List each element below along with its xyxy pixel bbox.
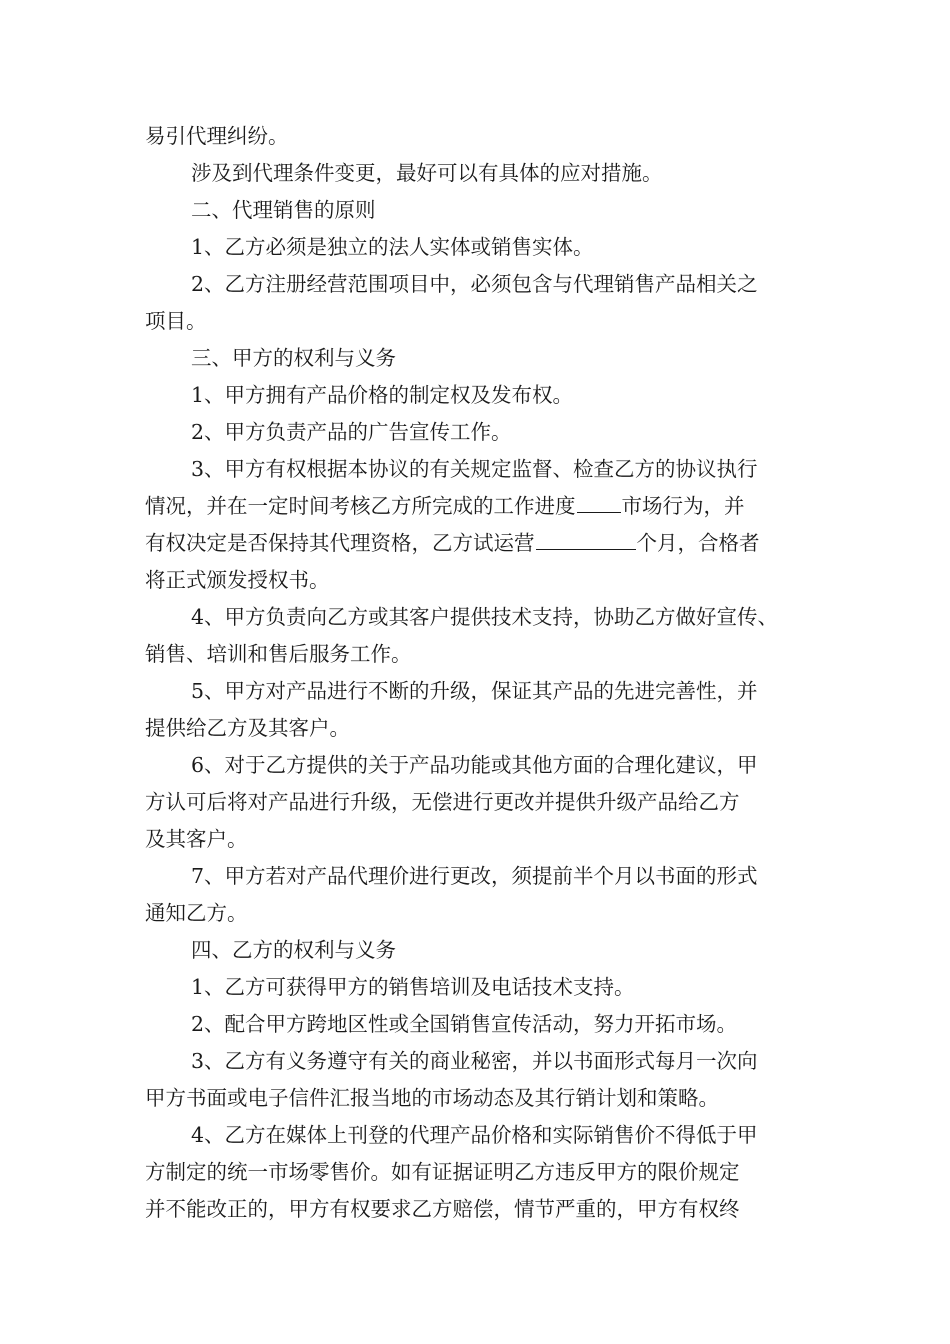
- section-heading: 四、乙方的权利与义务: [191, 938, 396, 962]
- text-line: 7、甲方若对产品代理价进行更改，须提前半个月以书面的形式: [191, 864, 758, 888]
- text-line: 1、甲方拥有产品价格的制定权及发布权。: [191, 383, 574, 407]
- text-segment: 有权决定是否保持其代理资格，乙方试运营: [145, 531, 535, 555]
- text-segment: 个月，合格者: [636, 531, 760, 555]
- text-line: 3、甲方有权根据本协议的有关规定监督、检查乙方的协议执行: [191, 457, 758, 481]
- text-line: 甲方书面或电子信件汇报当地的市场动态及其行销计划和策略。: [145, 1086, 719, 1110]
- text-line-with-blank: [145, 525, 825, 562]
- text-line: 及其客户。: [145, 827, 248, 851]
- fill-in-blank: [577, 488, 621, 513]
- text-line: 易引代理纠纷。: [145, 124, 289, 148]
- text-segment: 情况，并在一定时间考核乙方所完成的工作进度: [145, 494, 576, 518]
- text-segment: 市场行为，并: [621, 494, 745, 518]
- text-line: 2、甲方负责产品的广告宣传工作。: [191, 420, 512, 444]
- text-line: 2、配合甲方跨地区性或全国销售宣传活动，努力开拓市场。: [191, 1012, 738, 1036]
- document-body: [145, 118, 825, 1228]
- section-heading: 二、代理销售的原则: [191, 198, 376, 222]
- text-line: 4、乙方在媒体上刊登的代理产品价格和实际销售价不得低于甲: [191, 1123, 758, 1147]
- text-line: 1、乙方可获得甲方的销售培训及电话技术支持。: [191, 975, 635, 999]
- text-line: 提供给乙方及其客户。: [145, 716, 350, 740]
- text-line: 方认可后将对产品进行升级，无偿进行更改并提供升级产品给乙方: [145, 790, 740, 814]
- text-line: 1、乙方必须是独立的法人实体或销售实体。: [191, 235, 594, 259]
- text-line: 销售、培训和售后服务工作。: [145, 642, 412, 666]
- text-line: 通知乙方。: [145, 901, 248, 925]
- text-line: 3、乙方有义务遵守有关的商业秘密，并以书面形式每月一次向: [191, 1049, 758, 1073]
- text-line: 方制定的统一市场零售价。如有证据证明乙方违反甲方的限价规定: [145, 1160, 740, 1184]
- text-line-with-blank: [145, 488, 825, 525]
- section-heading: 三、甲方的权利与义务: [191, 346, 396, 370]
- text-line: 4、甲方负责向乙方或其客户提供技术支持，协助乙方做好宣传、: [191, 605, 779, 629]
- text-line: 项目。: [145, 309, 207, 333]
- text-line: 将正式颁发授权书。: [145, 568, 330, 592]
- fill-in-blank: [536, 525, 636, 550]
- text-line: 6、对于乙方提供的关于产品功能或其他方面的合理化建议，甲: [191, 753, 758, 777]
- text-line: 并不能改正的，甲方有权要求乙方赔偿，情节严重的，甲方有权终: [145, 1197, 740, 1221]
- text-line: 涉及到代理条件变更，最好可以有具体的应对措施。: [191, 161, 663, 185]
- text-line: 5、甲方对产品进行不断的升级，保证其产品的先进完善性，并: [191, 679, 758, 703]
- text-line: 2、乙方注册经营范围项目中，必须包含与代理销售产品相关之: [191, 272, 758, 296]
